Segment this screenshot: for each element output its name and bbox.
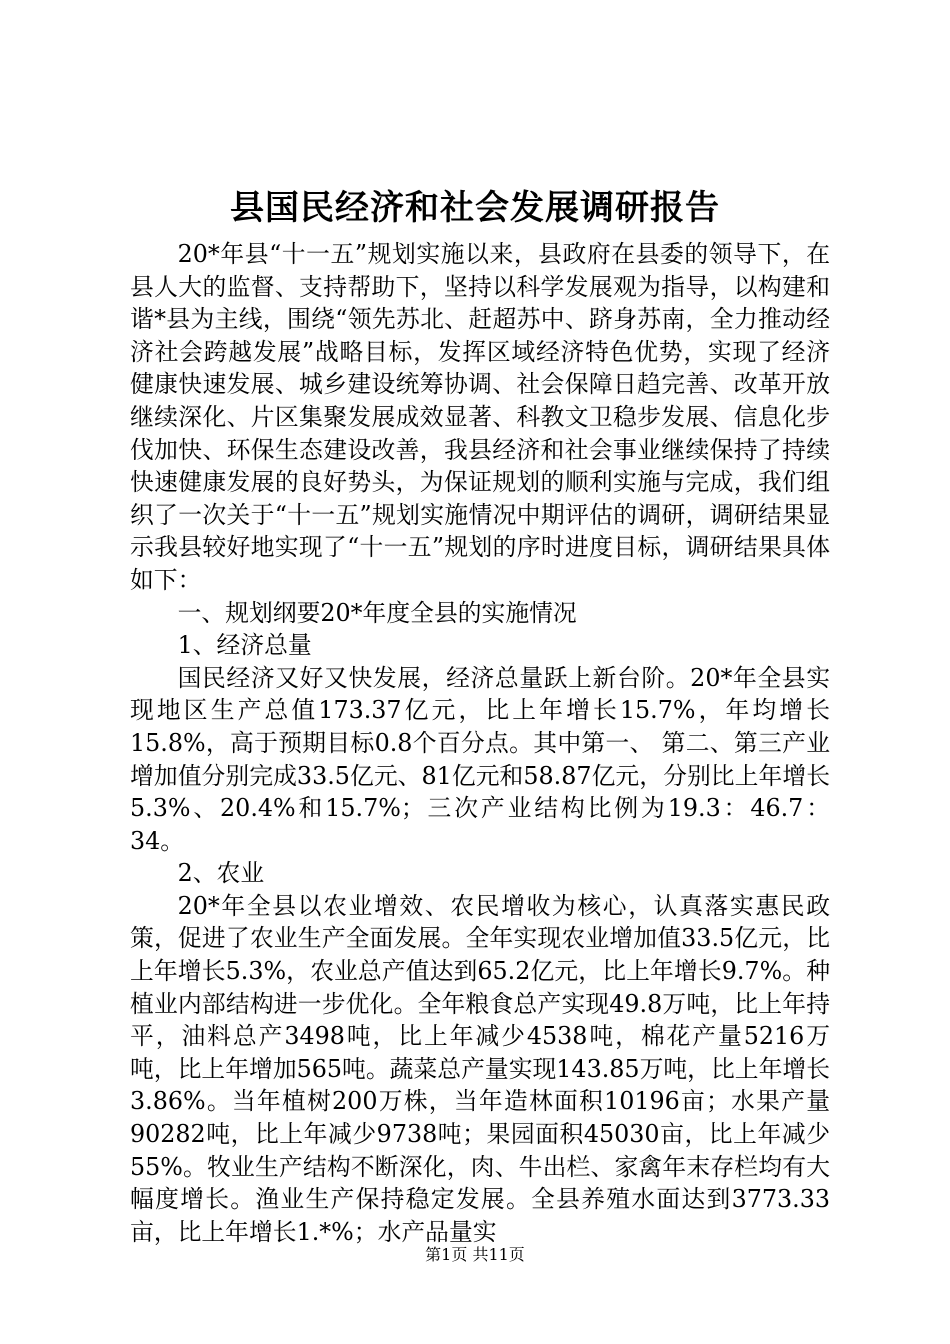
paragraph-intro: 20*年县“十一五”规划实施以来，县政府在县委的领导下，在县人大的监督、支持帮助下，坚持以科学发展观为指导，以构建和谐*县为主线，围绕“领先苏北、赶超苏中、跻身苏南，全力推动经济社会跨越发展”战略目标，发挥区域经济特色优势，实现了经济健康快速发展、城乡建设统筹协调、社会保障日趋完善、改革开放继续深化、片区集聚发展成效显著、科教文卫稳步发展、信息化步伐加快、环保生态建设改善，我县经济和社会事业继续保持了持续快速健康发展的良好势头，为保证规划的顺利实施与完成，我们组织了一次关于“十一五”规划实施情况中期评估的调研，调研结果显示我县较好地实现了“十一五”规划的序时进度目标，调研结果具体如下： [130,240,830,594]
subsection-heading-agriculture: 2、农业 [177,859,265,888]
document-title: 县国民经济和社会发展调研报告 [230,188,720,228]
section-heading: 一、规划纲要20*年度全县的实施情况 [177,598,577,627]
paragraph-economy: 国民经济又好又快发展，经济总量跃上新台阶。20*年全县实现地区生产总值173.37亿元，比上年增长15.7%，年均增长15.8%，高于预期目标0.8个百分点。其中第一、 第二、第三产业增加值分别完成33.5亿元、81亿元和58.87亿元，分别比上年增长5.3%、20.4%和15.7%；三次产业结构比例为19.3：46.7：34。 [130,663,830,855]
subsection-heading-economy: 1、经济总量 [177,631,312,660]
page-footer: 第1页 共11页 [425,1245,525,1264]
paragraph-agriculture: 20*年全县以农业增效、农民增收为核心，认真落实惠民政策，促进了农业生产全面发展。全年实现农业增加值33.5亿元，比上年增长5.3%，农业总产值达到65.2亿元，比上年增长9.7%。种植业内部结构进一步优化。全年粮食总产实现49.8万吨，比上年持平，油料总产3498吨，比上年减少4538吨，棉花产量5216万吨，比上年增加565吨。蔬菜总产量实现143.85万吨，比上年增长3.86%。当年植树200万株，当年造林面积10196亩；水果产量90282吨，比上年减少9738吨；果园面积45030亩，比上年减少55%。牧业生产结构不断深化，肉、牛出栏、家禽年末存栏均有大幅度增长。渔业生产保持稳定发展。全县养殖水面达到3773.33亩，比上年增长1.*%；水产品量实 [130,891,830,1246]
document-body [130,238,830,1248]
